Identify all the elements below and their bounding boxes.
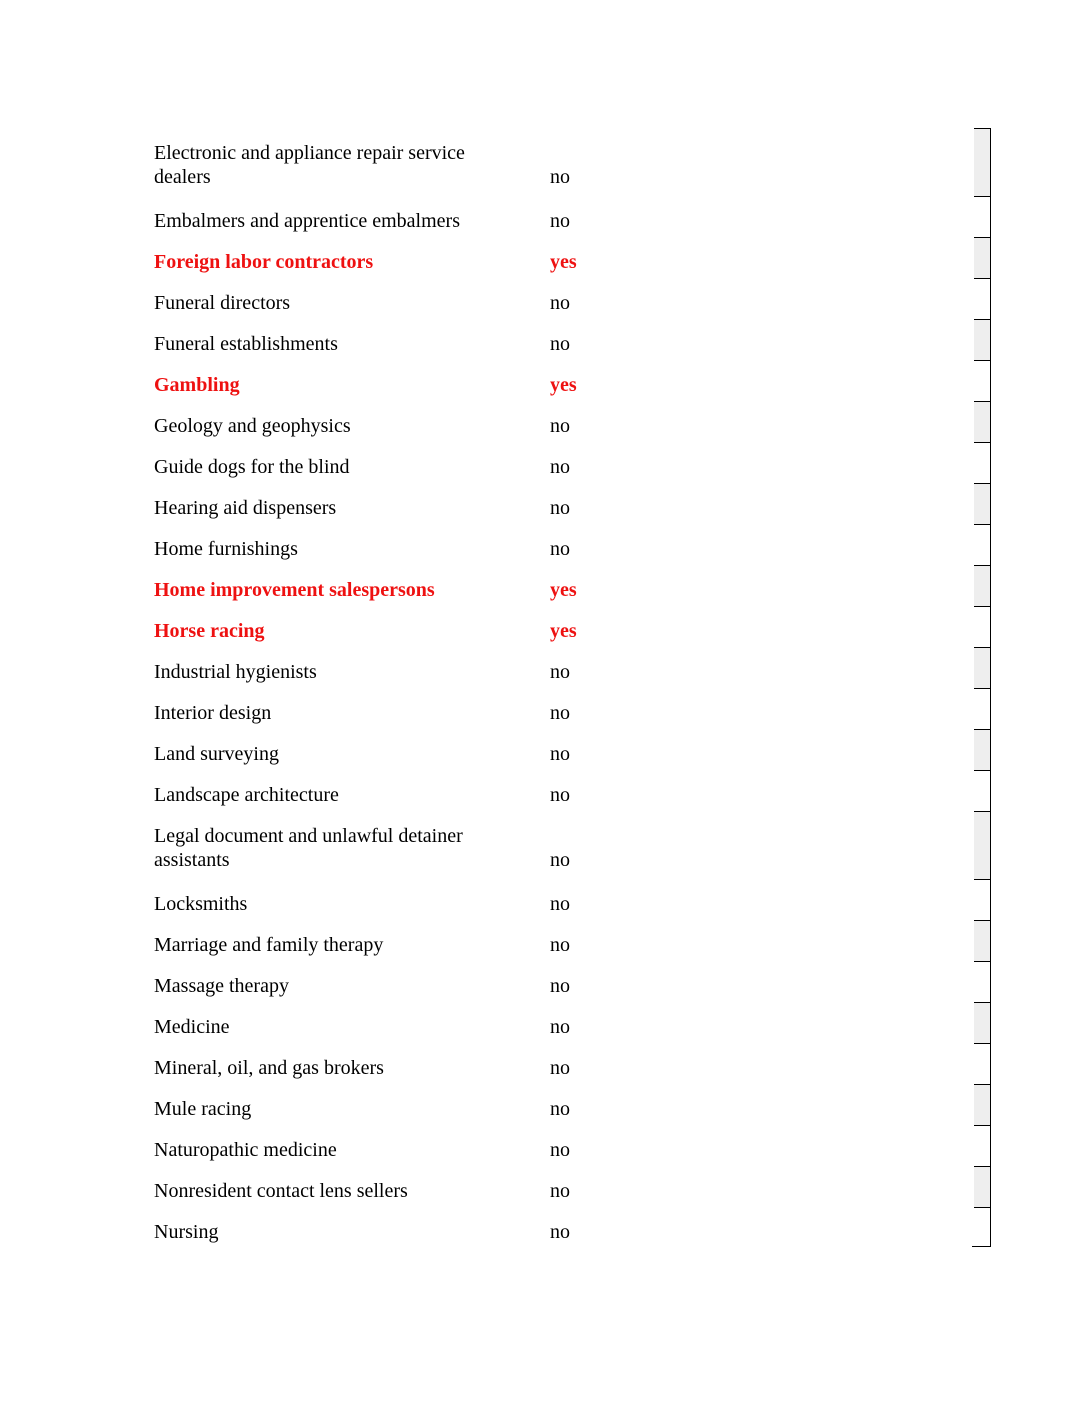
- row-label: Locksmiths: [154, 893, 248, 915]
- row-value: no: [550, 784, 570, 806]
- margin-cell: [974, 688, 991, 729]
- margin-cell: [974, 961, 991, 1002]
- margin-cell: [974, 196, 991, 237]
- row-label: Guide dogs for the blind: [154, 456, 350, 478]
- margin-cell: [974, 524, 991, 565]
- row-label: Home furnishings: [154, 538, 298, 560]
- row-label: Hearing aid dispensers: [154, 497, 337, 519]
- margin-cell: [974, 128, 991, 196]
- row-label: Legal document and unlawful detainer assistants: [154, 825, 463, 871]
- margin-cell: [974, 565, 991, 606]
- row-value: no: [550, 702, 570, 724]
- row-value: no: [550, 333, 570, 355]
- margin-border-bottom: [972, 1246, 991, 1247]
- row-label: Electronic and appliance repair service dealers: [154, 142, 465, 188]
- row-value: no: [550, 1221, 570, 1243]
- row-value: no: [550, 210, 570, 232]
- margin-cell: [974, 1002, 991, 1043]
- margin-cell: [974, 1043, 991, 1084]
- row-value: no: [550, 497, 570, 519]
- margin-cell: [974, 879, 991, 920]
- margin-cell: [974, 770, 991, 811]
- row-value: no: [550, 292, 570, 314]
- row-value: yes: [550, 374, 577, 396]
- row-label: Mineral, oil, and gas brokers: [154, 1057, 384, 1079]
- row-label: Gambling: [154, 374, 240, 396]
- row-label: Massage therapy: [154, 975, 289, 997]
- row-value: no: [550, 166, 570, 188]
- row-label: Embalmers and apprentice embalmers: [154, 210, 460, 232]
- row-value: no: [550, 934, 570, 956]
- row-label: Mule racing: [154, 1098, 252, 1120]
- row-label: Funeral establishments: [154, 333, 338, 355]
- row-value: no: [550, 538, 570, 560]
- row-label: Nonresident contact lens sellers: [154, 1180, 408, 1202]
- margin-border-right: [990, 128, 991, 1246]
- margin-cell: [974, 729, 991, 770]
- row-value: yes: [550, 579, 577, 601]
- margin-cell: [974, 606, 991, 647]
- row-value: no: [550, 456, 570, 478]
- margin-cell: [974, 920, 991, 961]
- row-value: no: [550, 1098, 570, 1120]
- margin-cell: [974, 647, 991, 688]
- row-value: no: [550, 743, 570, 765]
- row-label: Foreign labor contractors: [154, 251, 374, 273]
- margin-cell: [974, 442, 991, 483]
- row-label: Industrial hygienists: [154, 661, 317, 683]
- row-label: Land surveying: [154, 743, 279, 765]
- row-value: no: [550, 1057, 570, 1079]
- row-label: Naturopathic medicine: [154, 1139, 337, 1161]
- row-label: Nursing: [154, 1221, 219, 1243]
- row-value: no: [550, 975, 570, 997]
- row-value: no: [550, 893, 570, 915]
- row-value: yes: [550, 620, 577, 642]
- margin-cell: [974, 319, 991, 360]
- row-label: Interior design: [154, 702, 272, 724]
- row-label: Marriage and family therapy: [154, 934, 384, 956]
- row-label: Medicine: [154, 1016, 230, 1038]
- row-label: Geology and geophysics: [154, 415, 351, 437]
- row-value: no: [550, 1016, 570, 1038]
- row-value: no: [550, 849, 570, 871]
- row-value: no: [550, 1180, 570, 1202]
- row-value: no: [550, 1139, 570, 1161]
- margin-cell: [974, 1166, 991, 1207]
- margin-cell: [974, 1125, 991, 1166]
- margin-cell: [974, 237, 991, 278]
- row-label: Horse racing: [154, 620, 265, 642]
- row-label: Landscape architecture: [154, 784, 339, 806]
- row-label: Home improvement salespersons: [154, 579, 435, 601]
- row-value: no: [550, 661, 570, 683]
- margin-cell: [974, 278, 991, 319]
- margin-cell: [974, 1207, 991, 1248]
- margin-cell: [974, 483, 991, 524]
- margin-cell: [974, 360, 991, 401]
- row-value: no: [550, 415, 570, 437]
- margin-cell: [974, 811, 991, 879]
- margin-cell: [974, 1084, 991, 1125]
- margin-cell: [974, 401, 991, 442]
- row-label: Funeral directors: [154, 292, 291, 314]
- row-value: yes: [550, 251, 577, 273]
